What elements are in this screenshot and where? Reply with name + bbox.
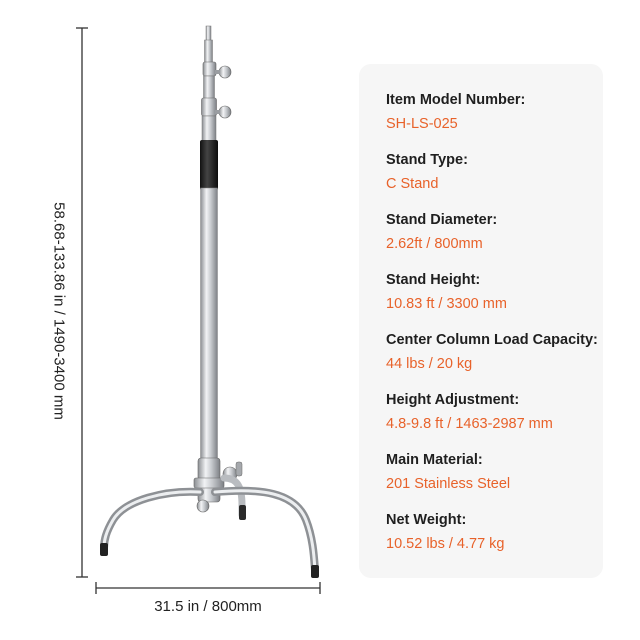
spec-label: Stand Type: [386,152,468,168]
spec-item-model-number [386,90,603,150]
spec-value: SH-LS-025 [386,116,458,132]
spec-item-stand-height [386,270,603,330]
spec-value: 44 lbs / 20 kg [386,356,473,372]
spec-card [359,64,603,578]
spec-item-load-capacity [386,330,603,390]
spec-item-stand-type [386,150,603,210]
lock-knob-icon [219,66,231,78]
spec-value: 4.8-9.8 ft / 1463-2987 mm [386,416,553,432]
spec-value: 10.83 ft / 3300 mm [386,296,507,312]
spec-item-stand-diameter [386,210,603,270]
spec-item-net-weight [386,510,603,570]
grip-sleeve [200,140,218,190]
width-dimension-label: 31.5 in / 800mm [154,598,262,615]
lock-knob-icon [219,106,231,118]
spec-item-main-material [386,450,603,510]
spec-value: 201 Stainless Steel [386,476,511,492]
spec-value: C Stand [386,176,439,192]
height-dimension-label: 58.68-133.86 in / 1490-3400 mm [50,202,68,420]
spec-label: Main Material: [386,452,483,468]
height-dimension-line [76,28,88,577]
spec-label: Net Weight: [386,512,467,528]
spec-value: 10.52 lbs / 4.77 kg [386,536,505,552]
width-dimension-line [96,582,320,594]
spec-label: Item Model Number: [386,92,526,108]
spec-item-height-adjustment [386,390,603,450]
spec-label: Center Column Load Capacity: [386,332,598,348]
spec-label: Stand Diameter: [386,212,498,228]
spec-label: Stand Height: [386,272,481,288]
spec-label: Height Adjustment: [386,392,520,408]
spec-value: 2.62ft / 800mm [386,236,483,252]
